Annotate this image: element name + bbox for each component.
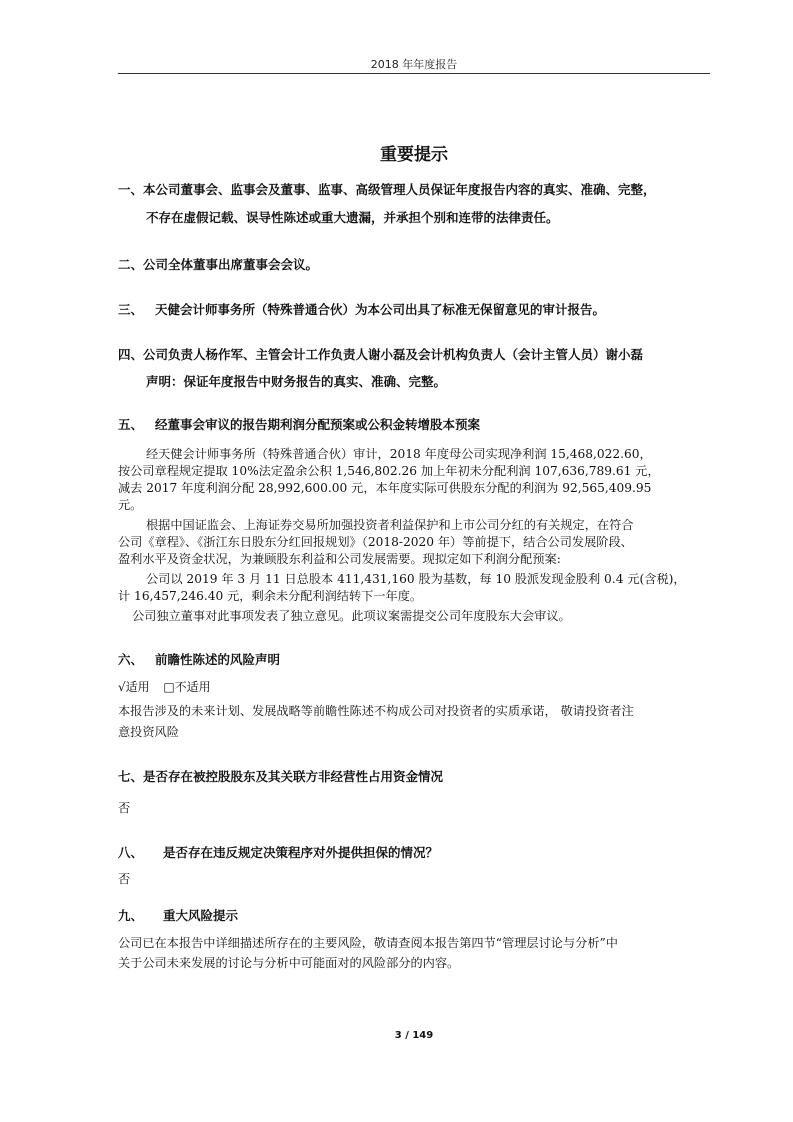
section-1-line1: 本公司董事会、监事会及董事、监事、高级管理人员保证年度报告内容的真实、准确、完整， (143, 182, 656, 197)
section-6-number: 六、 (118, 652, 144, 667)
section-5-p1-line1: 经天健会计师事务所（特殊普通合伙）审计，2018 年度母公司实现净利润 15,468,022.60， (146, 447, 652, 461)
section-9-body-line1: 公司已在本报告中详细描述所存在的主要风险，敬请查阅本报告第四节“管理层讨论与分析”中 (118, 936, 618, 950)
section-8-number: 八、 (118, 845, 144, 860)
section-7-heading (118, 763, 718, 791)
section-1-heading (118, 176, 718, 204)
section-5-p2-line2: 公司《章程》、《浙江东日股东分红回报规划》（2018-2020 年）等前提下，结合公司发展阶段、 (118, 535, 633, 549)
section-5-text: 经董事会审议的报告期利润分配预案或公积金转增股本预案 (155, 417, 481, 432)
section-2-heading (118, 251, 718, 279)
section-2-number: 二、 (118, 257, 144, 272)
section-7-answer: 否 (118, 801, 131, 815)
section-5-p1-line3: 减去 2017 年度利润分配 28,992,600.00 元，本年度实际可供股东分配的利润为 92,565,409.95 (118, 481, 652, 495)
section-5-p2-line1: 根据中国证监会、上海证券交易所加强投资者利益保护和上市公司分红的有关规定，在符合 (146, 518, 634, 532)
running-header: 2018 年年度报告 (370, 58, 458, 71)
section-5-p3-line2: 计 16,457,246.40 元，剩余未分配利润结转下一年度。 (118, 589, 423, 603)
section-4-line2: 声明：保证年度报告中财务报告的真实、准确、完整。 (146, 374, 447, 389)
section-4-line1: 公司负责人杨作军、主管会计工作负责人谢小磊及会计机构负责人（会计主管人员）谢小磊 (143, 347, 644, 362)
section-9-body-line2: 关于公司未来发展的讨论与分析中可能面对的风险部分的内容。 (118, 956, 460, 970)
section-3-heading (118, 296, 718, 324)
section-9-text: 重大风险提示 (163, 908, 239, 923)
section-4-heading (118, 341, 718, 369)
section-8-answer: 否 (118, 872, 131, 886)
not-applicable-option: □不适用 (163, 680, 211, 694)
section-5-p1-line2: 按公司章程规定提取 10%法定盈余公积 1,546,802.26 加上年初未分配利润 107,636,789.61 元， (118, 464, 660, 478)
section-9-number: 九、 (118, 908, 144, 923)
section-4-number: 四、 (118, 347, 144, 362)
page-number: 3 / 149 (394, 1030, 434, 1041)
section-3-text: 天健会计师事务所（特殊普通合伙）为本公司出具了标准无保留意见的审计报告。 (155, 302, 606, 317)
section-5-heading (118, 411, 718, 439)
section-6-heading (118, 646, 718, 674)
applicability-options (118, 679, 710, 696)
section-1-number: 一、 (118, 182, 144, 197)
section-6-body-line1: 本报告涉及的未来计划、发展战略等前瞻性陈述不构成公司对投资者的实质承诺， 敬请投资者注 (118, 704, 634, 718)
page-title: 重要提示 (380, 145, 448, 165)
applicable-checked-option: √适用 (118, 680, 150, 694)
section-6-text: 前瞻性陈述的风险声明 (155, 652, 281, 667)
section-2-text: 公司全体董事出席董事会会议。 (143, 257, 319, 272)
section-8-text: 是否存在违反规定决策程序对外提供担保的情况？ (163, 845, 439, 860)
section-5-p3-line1: 公司以 2019 年 3 月 11 日总股本 411,431,160 股为基数，每 10 股派发现金股利 0.4 元(含税)， (146, 572, 686, 586)
section-5-p2-line3: 盈利水平及资金状况，为兼顾股东利益和公司发展需要。现拟定如下利润分配预案: (118, 552, 561, 566)
section-5-p1-line4: 元。 (118, 498, 143, 512)
section-6-body-line2: 意投资风险 (118, 725, 179, 739)
section-5-p4: 公司独立董事对此事项发表了独立意见。此项议案需提交公司年度股东大会审议。 (132, 609, 571, 623)
section-7-text: 是否存在被控股股东及其关联方非经营性占用资金情况 (143, 769, 444, 784)
section-9-heading (118, 902, 718, 930)
header-rule (118, 73, 710, 74)
section-5-number: 五、 (118, 417, 144, 432)
section-3-number: 三、 (118, 302, 144, 317)
section-1-line2: 不存在虚假记载、误导性陈述或重大遗漏，并承担个别和连带的法律责任。 (146, 210, 559, 225)
section-7-number: 七、 (118, 769, 144, 784)
section-8-heading (118, 839, 718, 867)
